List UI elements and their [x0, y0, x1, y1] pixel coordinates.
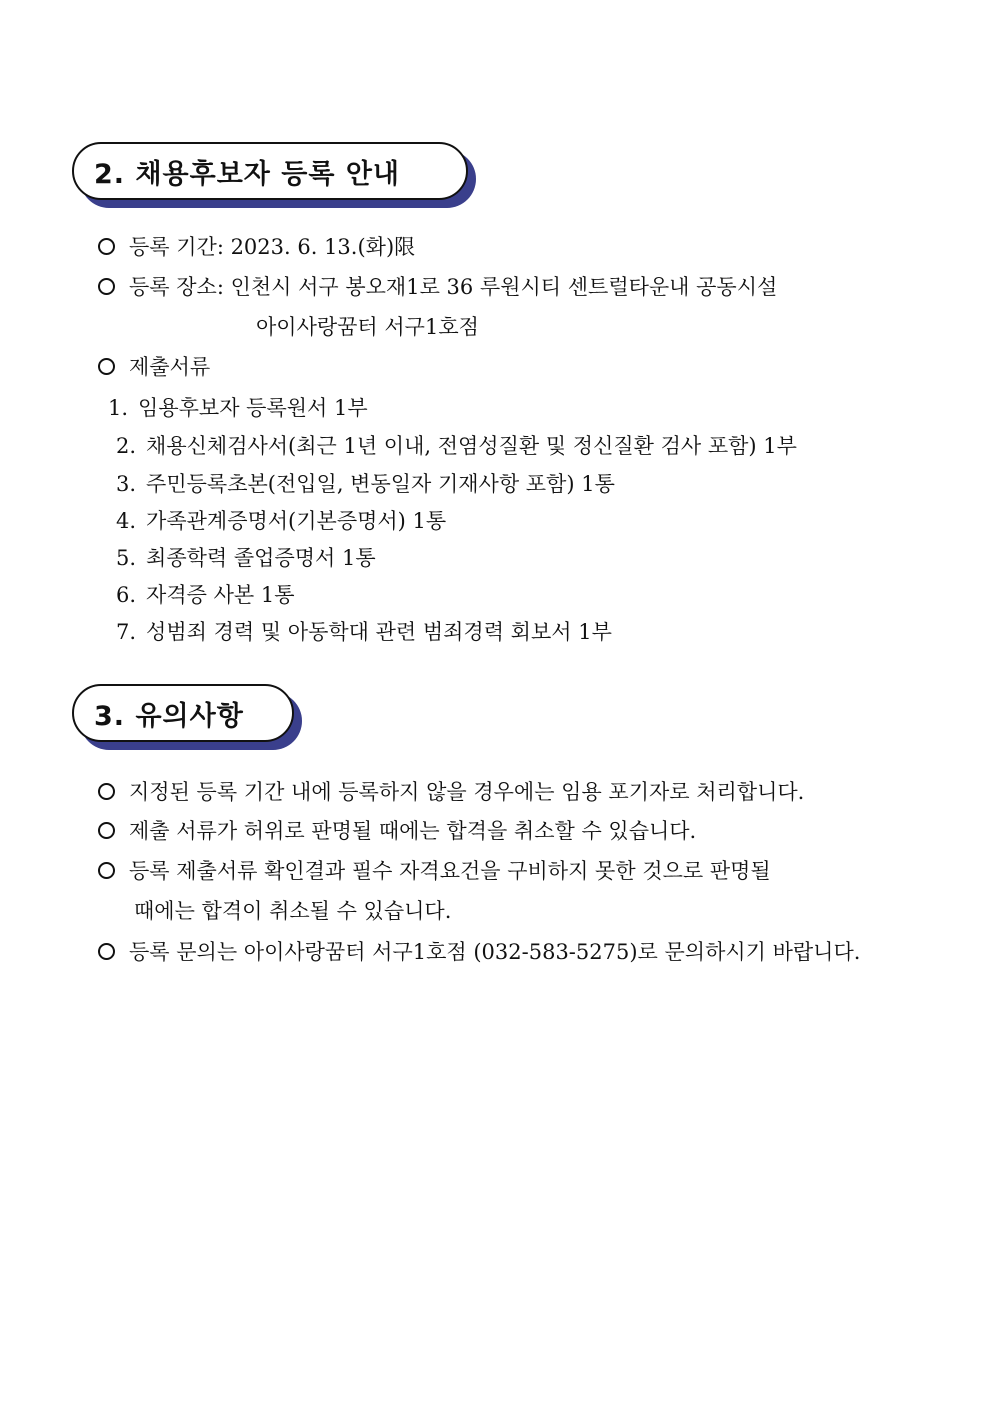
circle-bullet-icon: [98, 278, 115, 295]
circle-bullet-icon: [98, 943, 115, 960]
section-header-registration: [72, 142, 468, 200]
document-item-text: 주민등록초본(전입일, 변동일자 기재사항 포함) 1통: [146, 472, 615, 496]
document-item: [108, 393, 368, 423]
section-header-pill: [72, 684, 294, 742]
document-item-text: 최종학력 졸업증명서 1통: [146, 546, 376, 570]
section-header-notes: [72, 684, 294, 742]
document-item-number: 3.: [116, 472, 137, 496]
note-item: [98, 937, 860, 967]
section-title-notes: 3. 유의사항: [94, 700, 244, 732]
document-item-text: 가족관계증명서(기본증명서) 1통: [146, 509, 447, 533]
document-item-number: 5.: [116, 546, 137, 570]
document-item-text: 자격증 사본 1통: [146, 583, 295, 607]
document-item-text: 채용신체검사서(최근 1년 이내, 전염성질환 및 정신질환 검사 포함) 1부: [146, 434, 797, 458]
registration-period-text: 등록 기간: 2023. 6. 13.(화)限: [129, 235, 416, 259]
circle-bullet-icon: [98, 783, 115, 800]
document-item: [116, 431, 797, 461]
document-item: [116, 506, 446, 536]
document-item-number: 7.: [116, 620, 137, 644]
document-item-number: 6.: [116, 583, 137, 607]
documents-label: [98, 352, 210, 382]
document-item-text: 임용후보자 등록원서 1부: [138, 396, 368, 420]
registration-period: [98, 232, 415, 262]
circle-bullet-icon: [98, 238, 115, 255]
registration-place-line2: 아이사랑꿈터 서구1호점: [256, 315, 479, 339]
document-item-number: 1.: [108, 396, 129, 420]
section-title-registration: 2. 채용후보자 등록 안내: [94, 158, 400, 190]
note-item-text: 등록 제출서류 확인결과 필수 자격요건을 구비하지 못한 것으로 판명될: [129, 859, 771, 883]
document-item-text: 성범죄 경력 및 아동학대 관련 범죄경력 회보서 1부: [146, 620, 612, 644]
note-item: [98, 816, 696, 846]
document-item: [116, 580, 294, 610]
section-header-pill: [72, 142, 468, 200]
note-item-continuation: 때에는 합격이 취소될 수 있습니다.: [134, 899, 452, 923]
document-item-number: 2.: [116, 434, 137, 458]
registration-place-text: 등록 장소: 인천시 서구 봉오재1로 36 루원시티 센트럴타운내 공동시설: [129, 275, 778, 299]
circle-bullet-icon: [98, 862, 115, 879]
document-item-number: 4.: [116, 509, 137, 533]
document-item: [116, 617, 612, 647]
circle-bullet-icon: [98, 358, 115, 375]
note-item-text: 지정된 등록 기간 내에 등록하지 않을 경우에는 임용 포기자로 처리합니다.: [129, 780, 805, 804]
note-item: [98, 856, 771, 886]
document-item: [116, 469, 615, 499]
registration-place: [98, 272, 777, 302]
note-item: [98, 777, 804, 807]
circle-bullet-icon: [98, 822, 115, 839]
document-item: [116, 543, 376, 573]
note-item-text: 제출 서류가 허위로 판명될 때에는 합격을 취소할 수 있습니다.: [129, 819, 697, 843]
documents-label-text: 제출서류: [129, 355, 211, 379]
note-item-text: 등록 문의는 아이사랑꿈터 서구1호점 (032-583-5275)로 문의하시기 바랍니다.: [129, 940, 861, 964]
